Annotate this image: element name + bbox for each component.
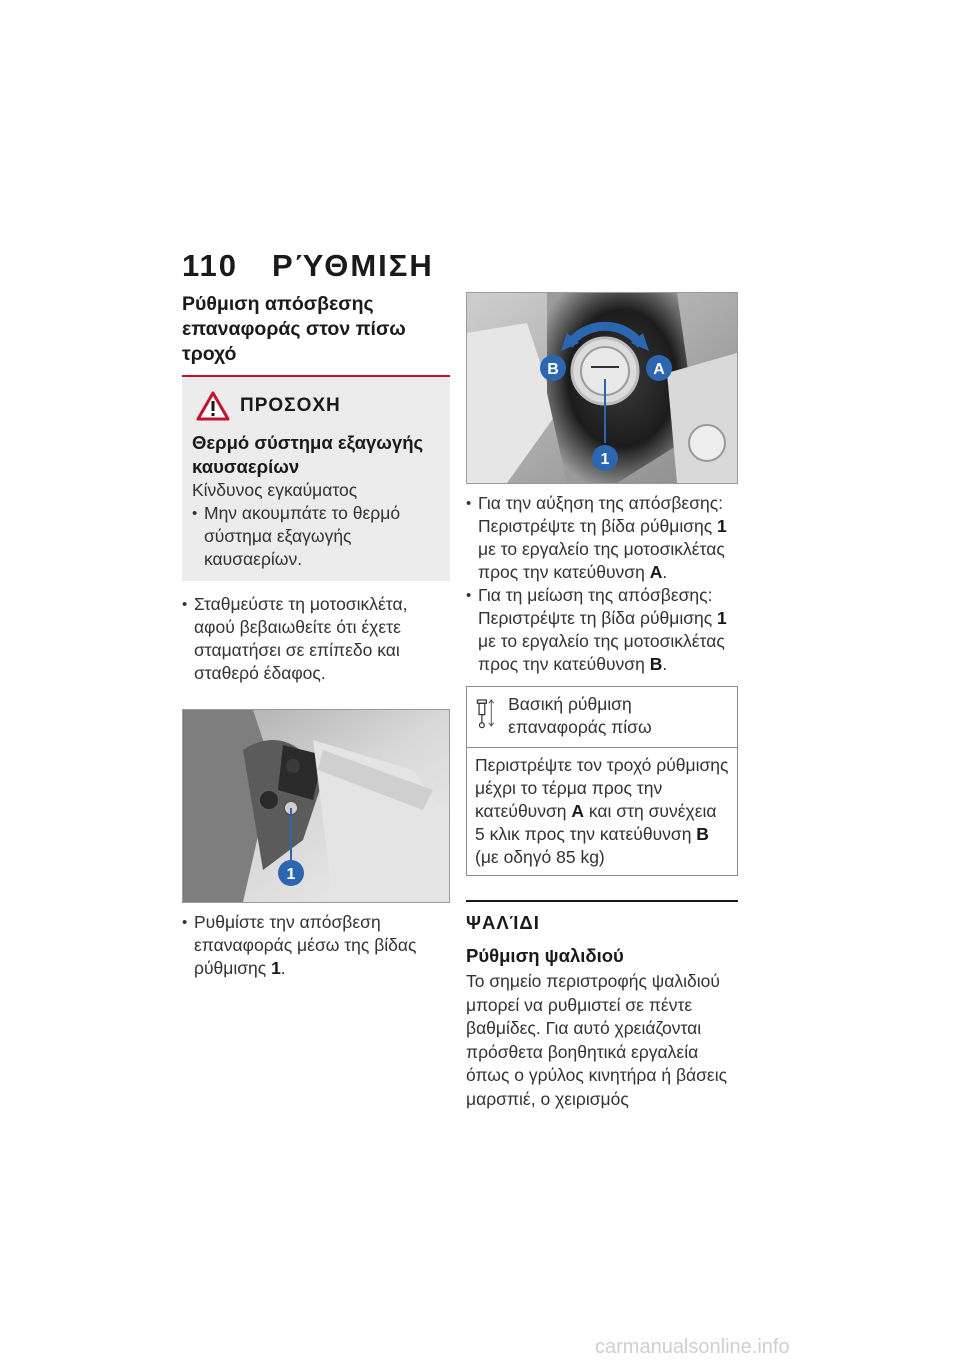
photo-label-b: B bbox=[547, 361, 559, 378]
bullet-decrease-dir: B bbox=[649, 654, 663, 674]
bullet-decrease-mid: με το εργαλείο της μοτοσικλέτας προς την κατεύθυνση bbox=[478, 631, 725, 674]
table-body-post: (με οδηγό 85 kg) bbox=[475, 847, 605, 867]
photo-adjuster bbox=[466, 292, 738, 484]
bullet-adjust-pre: Ρυθμίστε την απόσβεση επαναφοράς μέσω της βίδας ρύθμισης bbox=[194, 912, 417, 978]
bullet-decrease-post: . bbox=[662, 654, 668, 674]
warning-subtitle: Θερμό σύστημα εξαγωγής καυσαερίων bbox=[192, 432, 424, 477]
warning-bullet bbox=[192, 502, 440, 571]
table-body-mid: και στη συνέχεια 5 κλικ προς την κατεύθυνση bbox=[475, 801, 717, 844]
table-header bbox=[467, 687, 737, 748]
warning-hazard: Κίνδυνος εγκαύματος bbox=[192, 480, 358, 500]
warning-header bbox=[196, 391, 440, 421]
bullet-increase bbox=[466, 492, 738, 584]
bullet-dot: • bbox=[192, 505, 198, 522]
table-body-dir-a: A bbox=[571, 801, 585, 821]
warning-label: ΠΡΟΣΟΧΗ bbox=[240, 395, 341, 416]
warning-bullet-text: Μην ακουμπάτε το θερμό σύστημα εξαγωγής καυσαερίων. bbox=[204, 503, 401, 569]
bullet-decrease-text bbox=[478, 584, 738, 676]
bullet-adjust-ref: 1 bbox=[271, 958, 281, 978]
table-header-text: Βασική ρύθμιση επαναφοράς πίσω bbox=[508, 694, 652, 737]
bullet-adjust-post: . bbox=[280, 958, 286, 978]
photo-rear-shock bbox=[182, 709, 450, 903]
warning-triangle-icon bbox=[196, 391, 230, 421]
swingarm-paragraph: Το σημείο περιστροφής ψαλιδιού μπορεί να ρυθμιστεί σε πέντε βαθμίδες. Για αυτό χρειάζονται πρόσθετα βοηθητικά εργαλεία όπως ο γρύλος κινητήρα ή βάσεις μαρσπιέ, ο χειρισμός bbox=[466, 971, 728, 1109]
bullet-increase-ref: 1 bbox=[717, 516, 727, 536]
warning-box bbox=[182, 377, 450, 581]
bullet-dot: • bbox=[182, 914, 188, 931]
bullet-increase-dir: A bbox=[649, 562, 663, 582]
page-number: 110 bbox=[182, 248, 239, 283]
shock-absorber-icon bbox=[475, 693, 496, 733]
bullet-decrease-ref: 1 bbox=[717, 608, 727, 628]
bullet-park-text: Σταθμεύστε τη μοτοσικλέτα, αφού βεβαιωθείτε ότι έχετε σταματήσει σε επίπεδο και σταθερό έδαφος. bbox=[194, 594, 408, 683]
swingarm-subheading: Ρύθμιση ψαλιδιού bbox=[466, 945, 624, 966]
basic-setting-table bbox=[466, 686, 738, 876]
bullet-increase-text bbox=[478, 492, 738, 584]
bullet-adjust-text bbox=[194, 911, 450, 980]
table-body-dir-b: B bbox=[696, 824, 709, 844]
section-heading: Ρύθμιση απόσβεσης επαναφοράς στον πίσω τροχό bbox=[182, 293, 406, 365]
page-header bbox=[182, 248, 434, 284]
bullet-decrease bbox=[466, 584, 738, 676]
bullet-park bbox=[182, 593, 450, 685]
bullet-dot: • bbox=[466, 587, 472, 604]
photo-label-1: 1 bbox=[286, 866, 296, 883]
bullet-decrease-pre: Για τη μείωση της απόσβεσης: Περιστρέψτε τη βίδα ρύθμισης bbox=[478, 585, 718, 628]
swingarm-heading: ΨΑΛΊΔΙ bbox=[466, 912, 540, 933]
black-divider bbox=[466, 900, 738, 902]
photo-label-a: A bbox=[653, 361, 665, 378]
table-body-pre: Περιστρέψτε τον τροχό ρύθμισης μέχρι το τέρμα προς την κατεύθυνση bbox=[475, 755, 729, 821]
table-body bbox=[467, 748, 737, 875]
watermark: carmanualsonline.info bbox=[595, 1336, 790, 1358]
adjuster-illustration bbox=[467, 293, 737, 483]
left-column bbox=[182, 292, 450, 980]
bullet-increase-mid: με το εργαλείο της μοτοσικλέτας προς την κατεύθυνση bbox=[478, 539, 725, 582]
bullet-increase-post: . bbox=[662, 562, 668, 582]
bullet-adjust bbox=[182, 911, 450, 980]
rear-shock-illustration bbox=[183, 710, 449, 902]
bullet-dot: • bbox=[182, 596, 188, 613]
chapter-title: ΡΎΘΜΙΣΗ bbox=[272, 248, 434, 283]
right-column bbox=[466, 292, 738, 1111]
bullet-increase-pre: Για την αύξηση της απόσβεσης: Περιστρέψτε τη βίδα ρύθμισης bbox=[478, 493, 724, 536]
photo-label-1: 1 bbox=[600, 451, 610, 468]
bullet-dot: • bbox=[466, 495, 472, 512]
